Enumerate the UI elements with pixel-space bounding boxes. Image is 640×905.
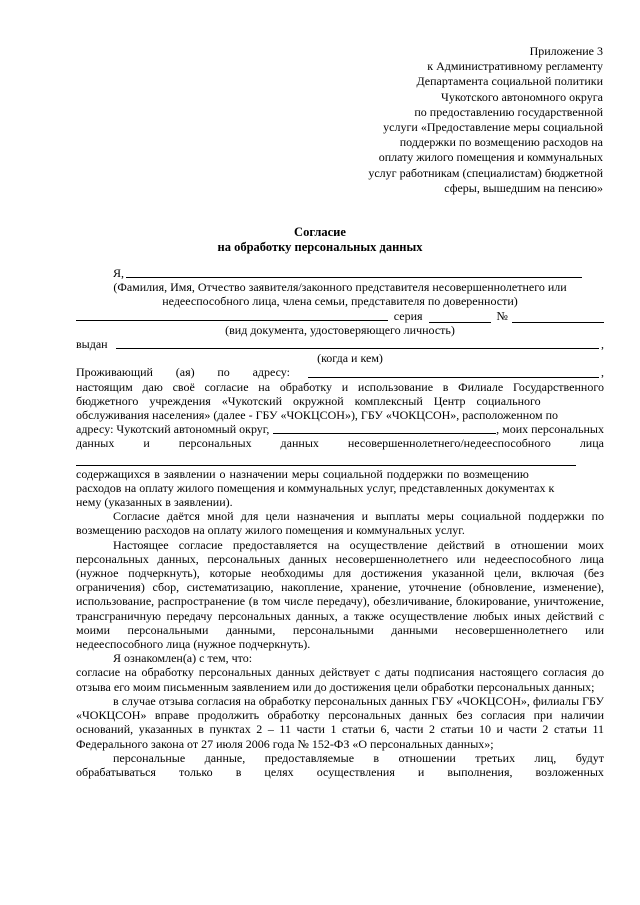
revocation-paragraph: в случае отзыва согласия на обработку персональных данных ГБУ «ЧОКЦСОН», филиалы ГБУ «ЧОКЦСОН» вправе продолжить обработку персональных данных без согласия при наличии оснований, указанных в пунктах 2 – 11 части 1 статьи 6, части 2 статьи 10 и части 2 статьи 11 Федерального закона от 27 июля 2006 года № 152-ФЗ «О персональных данных»; <box>76 693 604 751</box>
fio-field[interactable] <box>126 266 582 278</box>
document-type-field[interactable] <box>76 309 388 321</box>
appendix-line: поддержки по возмещению расходов на <box>399 135 603 150</box>
document-hint: (вид документа, удостоверяющего личность) <box>225 322 455 337</box>
actions-paragraph: Настоящее согласие предоставляется на осуществление действий в отношении моих персональных данных, персональных данных несовершеннолетнего или недееспособного лица (нужное подчеркнуть), которые необходимы для достижения указанной цели, включая (без ограничения) сбор, систематизацию, накопление, хранение, уточнение (обновление, изменение), использование, распространение (в том числе передачу), обезличивание, блокирование, уничтожение, трансграничную передачу персональных данных, а также осуществление любых иных действий с моими персональными данными, персональными данными несовершеннолетнего или недееспособного лица (нужное подчеркнуть). <box>76 537 604 652</box>
address-row <box>76 365 604 379</box>
consent-body <box>76 266 604 779</box>
purpose-paragraph: Согласие даётся мной для цели назначения и выплаты меры социальной поддержки по возмещению расходов на оплату жилого помещения и коммунальных услуг. <box>76 509 604 538</box>
series-label: серия <box>393 308 423 323</box>
appendix-header <box>323 44 603 196</box>
document-title: Согласие <box>294 225 346 239</box>
series-field[interactable] <box>429 311 491 323</box>
appendix-line: Департамента социальной политики <box>416 74 603 89</box>
issued-hint: (когда и кем) <box>317 351 383 366</box>
document-row <box>76 309 604 323</box>
consent-line: обслуживания населения» (далее - ГБУ «ЧОКЦСОН»), ГБУ «ЧОКЦСОН», расположенном по <box>76 408 559 423</box>
appendix-line: по предоставлению государственной <box>414 104 603 119</box>
appendix-line: сферы, вышедшим на пенсию» <box>444 180 603 195</box>
validity-paragraph: согласие на обработку персональных данных действует с даты подписания настоящего согласия до отзыва его моим письменным заявлением или до достижения цели обработки персональных данных; <box>76 665 604 694</box>
consent-line: адресу: Чукотский автономный округ, , моих персональных <box>76 422 604 437</box>
document-subtitle: на обработку персональных данных <box>217 240 423 254</box>
third-party-line: персональные данные, предоставляемые в отношении третьих лиц, будут <box>113 750 604 765</box>
fio-hint: (Фамилия, Имя, Отчество заявителя/законного представителя несовершеннолетнего или <box>113 280 567 295</box>
appendix-line: к Административному регламенту <box>427 59 603 74</box>
issued-comma: , <box>601 337 604 352</box>
consent-line: содержащихся в заявлении о назначении меры социальной поддержки по возмещению <box>76 466 529 481</box>
appendix-line: Чукотского автономного округа <box>441 89 603 104</box>
issued-field[interactable] <box>116 337 599 349</box>
consent-line: данных и персональных данных несовершеннолетнего/недееспособного лица <box>76 436 604 451</box>
consent-line: нему (указанных в заявлении). <box>76 495 233 510</box>
ya-label: Я, <box>113 266 125 280</box>
issued-label: выдан <box>76 337 108 352</box>
issued-row <box>76 337 604 351</box>
number-field[interactable] <box>512 311 604 323</box>
number-label: № <box>496 308 508 323</box>
address-comma: , <box>601 365 604 380</box>
appendix-line: услуг работникам (специалистам) бюджетной <box>368 165 603 180</box>
fio-row <box>76 266 604 280</box>
appendix-line: услуги «Предоставление меры социальной <box>383 120 603 135</box>
address-label: Проживающий (ая) по адресу: <box>76 365 290 380</box>
appendix-line: Приложение 3 <box>529 44 603 58</box>
fio-hint: недееспособного лица, члена семьи, представителя по доверенности) <box>162 294 518 309</box>
district-field[interactable] <box>273 422 496 434</box>
third-party-line: обрабатываться только в целях осуществления и выполнения, возложенных <box>76 764 604 779</box>
consent-line: расходов на оплату жилого помещения и коммунальных услуг, представленных документах к <box>76 480 555 495</box>
minor-name-field[interactable] <box>76 451 576 466</box>
consent-line: настоящим даю своё согласие на обработку и использование в Филиале Государственного <box>76 379 604 394</box>
address-field[interactable] <box>308 366 599 378</box>
appendix-line: оплату жилого помещения и коммунальных <box>378 150 603 165</box>
acquainted-paragraph: Я ознакомлен(а) с тем, что: <box>113 651 253 666</box>
consent-line: бюджетного учреждения «Чукотский окружной комплексный Центр социального <box>76 393 541 408</box>
